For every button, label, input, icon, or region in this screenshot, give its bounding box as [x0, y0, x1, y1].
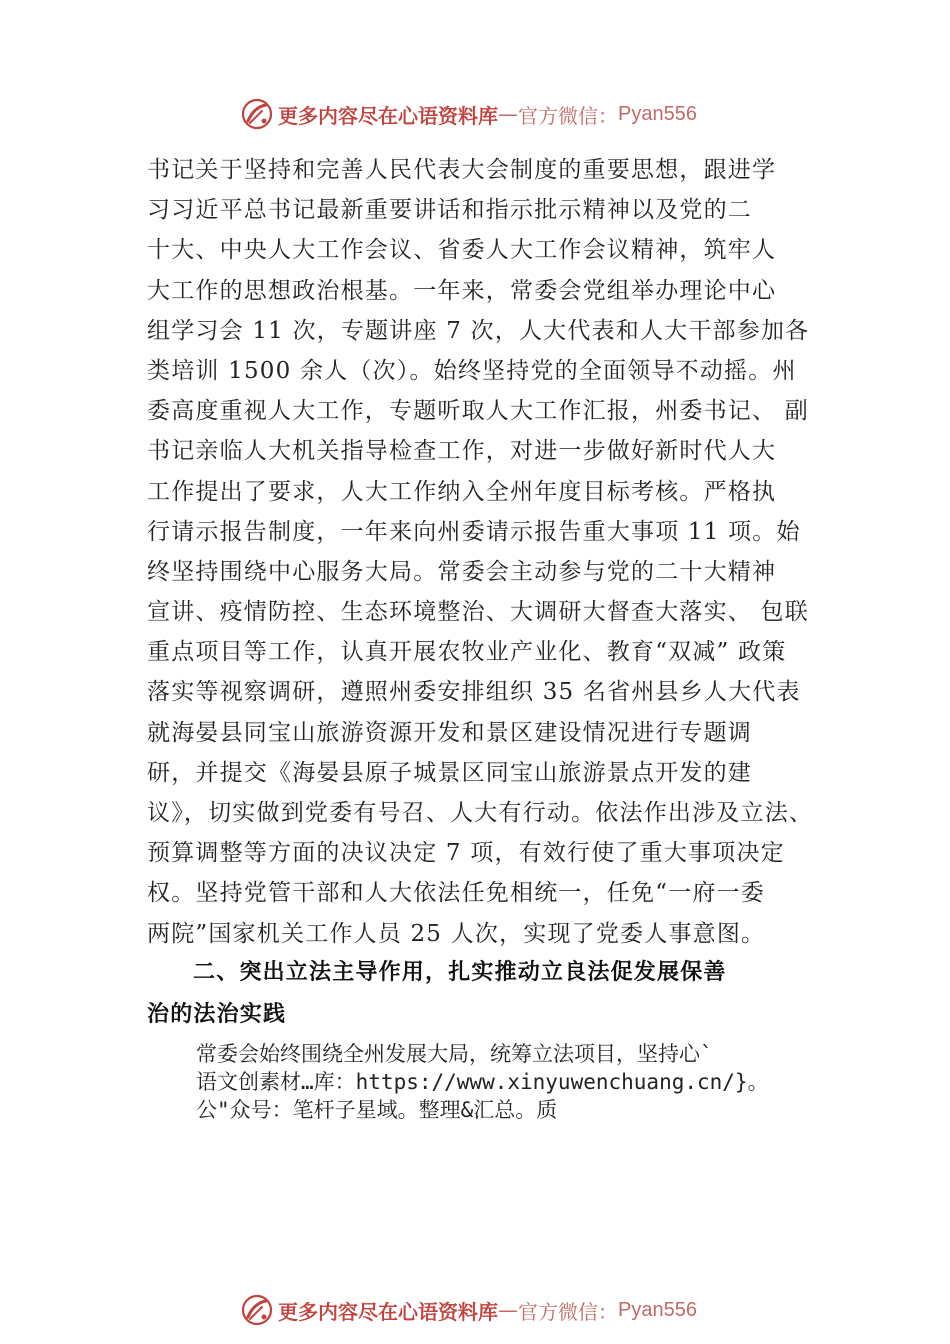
paragraph-line: 习习近平总书记最新重要讲话和指示批示精神以及党的二	[147, 197, 752, 224]
paragraph-line: 委高度重视人大工作，专题听取人大工作汇报，州委书记、 副	[147, 398, 809, 425]
paragraph-line: 行请示报告制度，一年来向州委请示报告重大事项 11 项。始	[147, 518, 801, 545]
paragraph-line: 两院”国家机关工作人员 25 人次，实现了党委人事意图。	[147, 920, 766, 947]
banner-wechat-id: Pyan556	[618, 102, 697, 125]
banner-wechat-id: Pyan556	[618, 1298, 697, 1321]
paragraph-line: 书记关于坚持和完善人民代表大会制度的重要思想，跟进学	[147, 157, 777, 183]
paragraph-line: 就海晏县同宝山旅游资源开发和景区建设情况进行专题调	[147, 719, 752, 746]
paragraph-line: 组学习会 11 次，专题讲座 7 次，人大代表和人大干部参加各	[147, 317, 810, 344]
watermark-line: 常委会始终围绕全州发展大局，统筹立法项目，坚持心`	[196, 1042, 713, 1066]
body-paragraph	[147, 150, 819, 954]
paragraph-line: 工作提出了要求，人大工作纳入全州年度目标考核。严格执	[147, 478, 777, 505]
footer-banner	[240, 1292, 697, 1328]
banner-wechat-label: 官方微信：	[518, 103, 618, 128]
header-banner	[240, 96, 697, 132]
paragraph-line: 十大、中央人大工作会议、省委人大工作会议精神，筑牢人	[147, 237, 777, 264]
paragraph-line: 权。坚持党管干部和人大依法任免相统一，任免“一府一委	[147, 880, 765, 907]
paragraph-line: 书记亲临人大机关指导检查工作，对进一步做好新时代人大	[147, 438, 777, 465]
paragraph-line: 落实等视察调研，遵照州委安排组织 35 名省州县乡人大代表	[147, 679, 801, 706]
brush-seal-logo-icon	[240, 1293, 274, 1327]
paragraph-line: 预算调整等方面的决议决定 7 项，有效行使了重大事项决定	[147, 840, 785, 867]
brush-seal-logo-icon	[240, 97, 274, 131]
paragraph-line: 终坚持围绕中心服务大局。常委会主动参与党的二十大精神	[147, 558, 777, 585]
banner-dash: —	[498, 102, 518, 126]
paragraph-line: 宣讲、疫情防控、生态环境整治、大调研大督查大落实、 包联	[147, 599, 809, 626]
section-heading-line: 二、突出立法主导作用，扎实推动立良法促发展保善	[193, 960, 727, 985]
banner-dash: —	[498, 1298, 518, 1322]
banner-title: 更多内容尽在心语资料库	[278, 103, 498, 128]
banner-title: 更多内容尽在心语资料库	[278, 1299, 498, 1324]
section-heading-line: 治的法治实践	[147, 1002, 287, 1027]
paragraph-line: 大工作的思想政治根基。一年来，常委会党组举办理论中心	[147, 277, 777, 304]
section-heading	[147, 952, 819, 1036]
paragraph-line: 重点项目等工作，认真开展农牧业产业化、教育“双减” 政策	[147, 639, 787, 666]
watermark-line: 语文创素材…库：https://www.xinyuwenchuang.cn/}。	[196, 1070, 769, 1094]
paragraph-line: 议》，切实做到党委有号召、人大有行动。依法作出涉及立法、	[147, 800, 814, 826]
watermark-line: 公"众号：笔杆子星域。整理&汇总。质	[196, 1098, 558, 1122]
paragraph-line: 类培训 1500 余人（次）。始终坚持党的全面领导不动摇。州	[147, 357, 797, 384]
watermark-text-block	[196, 1040, 836, 1124]
paragraph-line: 研，并提交《海晏县原子城景区同宝山旅游景点开发的建	[147, 759, 752, 786]
banner-wechat-label: 官方微信：	[518, 1299, 618, 1324]
